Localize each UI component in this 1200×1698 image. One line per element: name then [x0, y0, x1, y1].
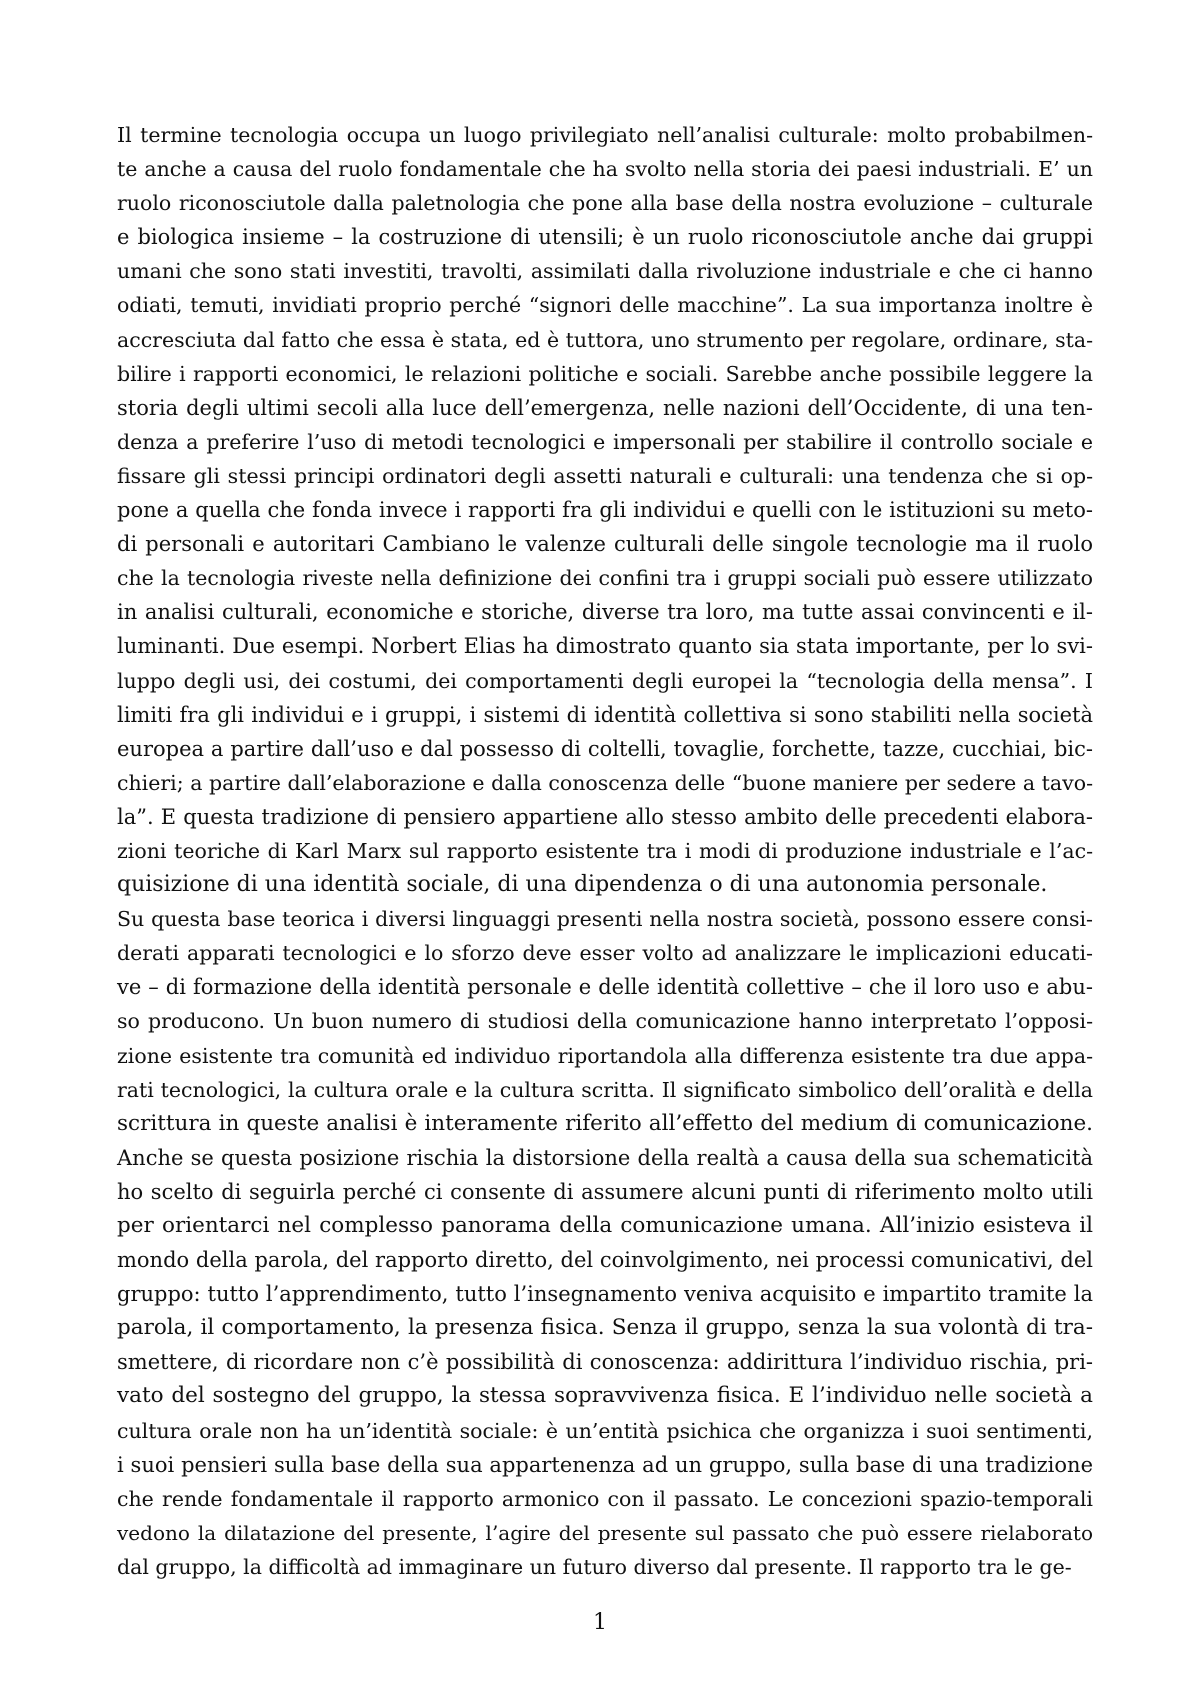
text-line: so producono. Un buon numero di studiosi della comunicazione hanno interpretato l’opposi- [117, 1009, 1093, 1034]
text-line: i suoi pensieri sulla base della sua appartenenza ad un gruppo, sulla base di una tradizione [117, 1452, 1093, 1477]
text-line: denza a preferire l’uso di metodi tecnologici e impersonali per stabilire il controllo sociale e [117, 429, 1093, 454]
text-line: ho scelto di seguirla perché ci consente di assumere alcuni punti di riferimento molto utili [117, 1179, 1093, 1204]
text-line: Su questa base teorica i diversi linguaggi presenti nella nostra società, possono essere consi- [117, 907, 1093, 932]
text-line: Il termine tecnologia occupa un luogo privilegiato nell’analisi culturale: molto probabilmen- [117, 123, 1093, 147]
text-line: bilire i rapporti economici, le relazioni politiche e sociali. Sarebbe anche possibile leggere la [117, 361, 1093, 386]
text-line: smettere, di ricordare non c’è possibilità di conoscenza: addirittura l’individuo rischia, pri- [117, 1350, 1093, 1375]
text-line: in analisi culturali, economiche e storiche, diverse tra loro, ma tutte assai convincenti e il- [117, 600, 1093, 625]
text-line: vedono la dilatazione del presente, l’agire del presente sul passato che può essere rielaborato [117, 1520, 1093, 1545]
text-line: zione esistente tra comunità ed individuo riportandola alla differenza esistente tra due appa- [117, 1043, 1093, 1068]
text-line: limiti fra gli individui e i gruppi, i sistemi di identità collettiva si sono stabiliti nella società [117, 702, 1093, 727]
text-line: odiati, temuti, invidiati proprio perché “signori delle macchine”. La sua importanza inoltre è [117, 293, 1093, 318]
text-line: Anche se questa posizione rischia la distorsione della realtà a causa della sua schematicità [117, 1145, 1093, 1170]
text-line: fissare gli stessi principi ordinatori degli assetti naturali e culturali: una tendenza che si op- [117, 463, 1093, 488]
text-line: te anche a causa del ruolo fondamentale che ha svolto nella storia dei paesi industriali. E’ un [117, 157, 1093, 182]
text-line: la”. E questa tradizione di pensiero appartiene allo stesso ambito delle precedenti elabora- [117, 804, 1093, 829]
text-line: vato del sostegno del gruppo, la stessa sopravvivenza fisica. E l’individuo nelle società a [117, 1383, 1093, 1409]
text-line: ruolo riconosciutole dalla paletnologia che pone alla base della nostra evoluzione – culturale [117, 191, 1093, 216]
text-line: che rende fondamentale il rapporto armonico con il passato. Le concezioni spazio-temporali [117, 1486, 1093, 1511]
text-line: quisizione di una identità sociale, di una dipendenza o di una autonomia personale. [117, 872, 1048, 898]
text-line: derati apparati tecnologici e lo sforzo deve esser volto ad analizzare le implicazioni educati- [117, 941, 1093, 966]
text-line: mondo della parola, del rapporto diretto, del coinvolgimento, nei processi comunicativi, del [117, 1248, 1093, 1273]
text-line: storia degli ultimi secoli alla luce dell’emergenza, nelle nazioni dell’Occidente, di una ten- [117, 395, 1093, 420]
text-line: e biologica insieme – la costruzione di utensili; è un ruolo riconosciutole anche dai gruppi [117, 225, 1093, 250]
text-line: ve – di formazione della identità personale e delle identità collettive – che il loro uso e abu- [117, 975, 1093, 1000]
text-line: chieri; a partire dall’elaborazione e dalla conoscenza delle “buone maniere per sedere a tavo- [117, 770, 1093, 795]
text-line: accresciuta dal fatto che essa è stata, ed è tuttora, uno strumento per regolare, ordinare, sta- [117, 327, 1093, 352]
body-text [117, 118, 1093, 1584]
text-line: per orientarci nel complesso panorama della comunicazione umana. All’inizio esisteva il [117, 1213, 1093, 1238]
text-line: europea a partire dall’uso e dal possesso di coltelli, tovaglie, forchette, tazze, cucchiai, bic- [117, 736, 1093, 761]
text-line: scrittura in queste analisi è interamente riferito all’effetto del medium di comunicazione. [117, 1110, 1093, 1136]
paragraph [117, 902, 1093, 1584]
text-line: zioni teoriche di Karl Marx sul rapporto esistente tra i modi di produzione industriale e l’ac- [117, 838, 1093, 863]
text-line: gruppo: tutto l’apprendimento, tutto l’insegnamento veniva acquisito e impartito tramite la [117, 1282, 1093, 1307]
text-line: cultura orale non ha un’identità sociale: è un’entità psichica che organizza i suoi sentimenti, [117, 1418, 1093, 1443]
text-line: che la tecnologia riveste nella definizione dei confini tra i gruppi sociali può essere utilizzato [117, 566, 1093, 591]
text-line: luminanti. Due esempi. Norbert Elias ha dimostrato quanto sia stata importante, per lo svi- [117, 634, 1093, 659]
text-line: dal gruppo, la difficoltà ad immaginare un futuro diverso dal presente. Il rapporto tra le ge- [117, 1554, 1072, 1579]
text-line: parola, il comportamento, la presenza fisica. Senza il gruppo, senza la sua volontà di tra- [117, 1315, 1093, 1341]
text-line: di personali e autoritari Cambiano le valenze culturali delle singole tecnologie ma il ruolo [117, 532, 1093, 557]
page-number: 1 [593, 1610, 607, 1635]
text-line: luppo degli usi, dei costumi, dei comportamenti degli europei la “tecnologia della mensa”. I [117, 668, 1093, 693]
text-line: umani che sono stati investiti, travolti, assimilati dalla rivoluzione industriale e che ci hanno [117, 259, 1093, 284]
paragraph [117, 118, 1093, 902]
text-line: pone a quella che fonda invece i rapporti fra gli individui e quelli con le istituzioni su meto- [117, 498, 1093, 523]
text-line: rati tecnologici, la cultura orale e la cultura scritta. Il significato simbolico dell’oralità e della [117, 1077, 1093, 1102]
